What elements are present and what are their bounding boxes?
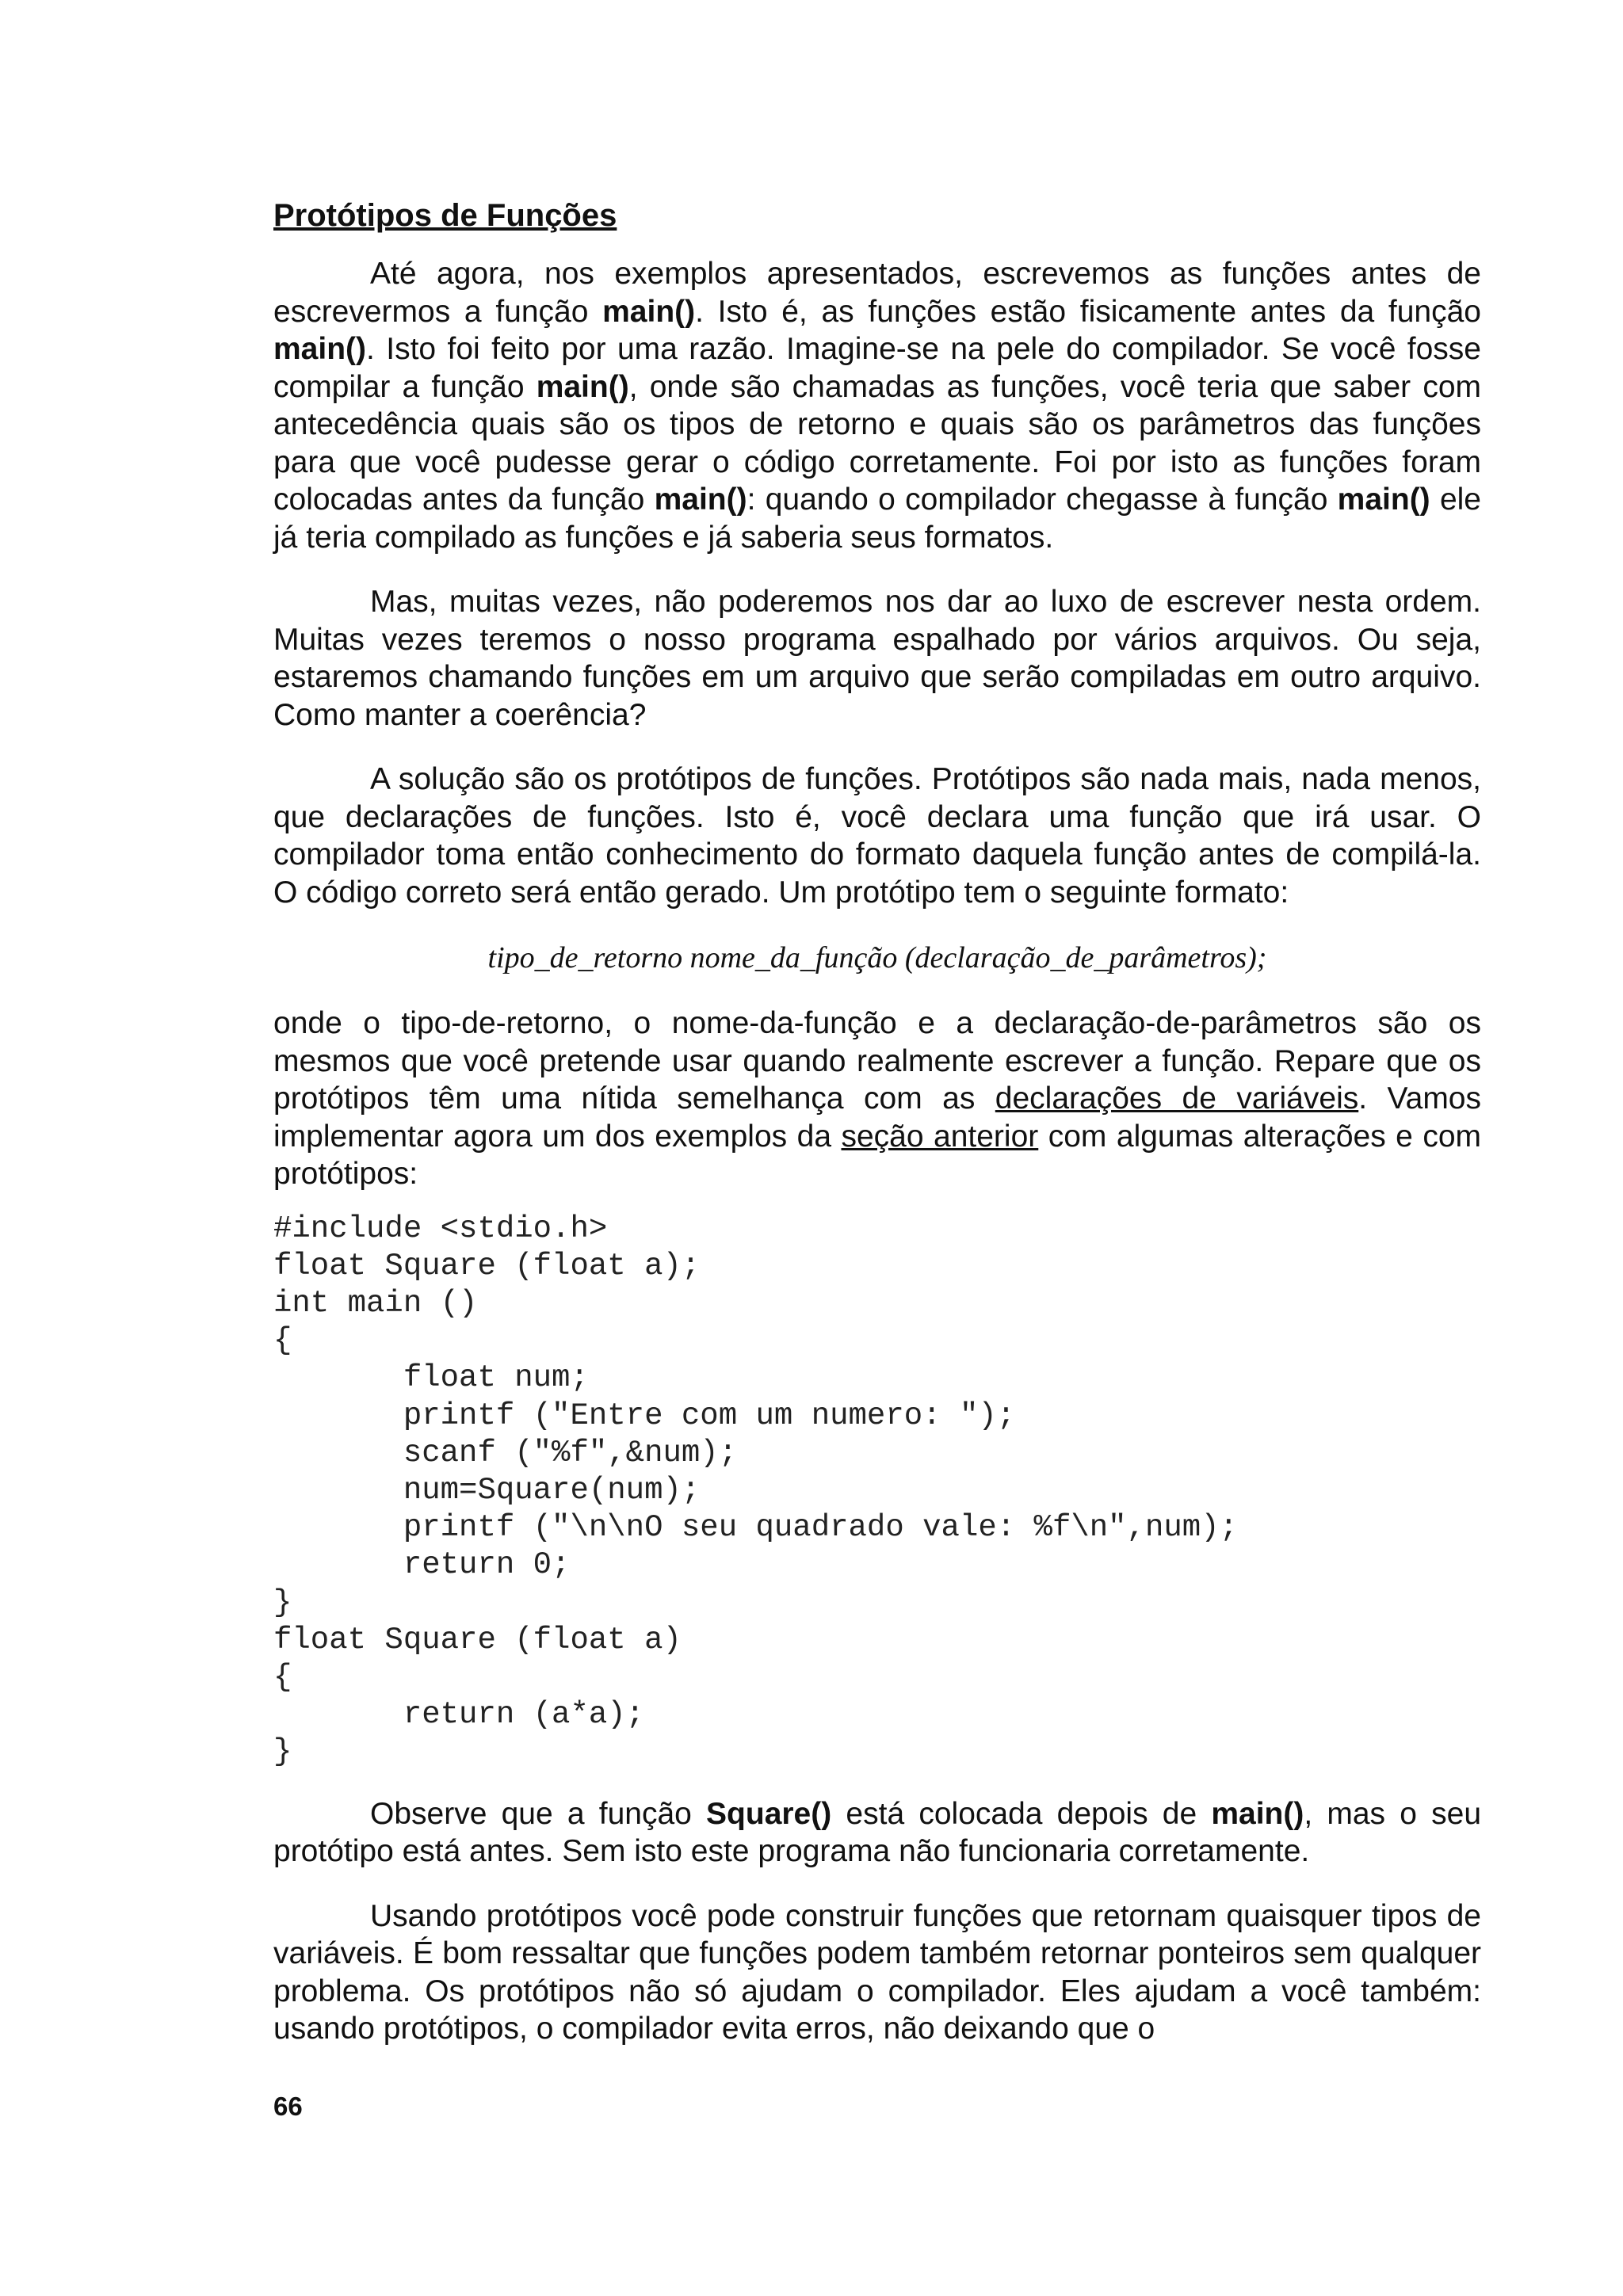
code-line: float Square (float a); [273, 1248, 701, 1283]
code-line: } [273, 1585, 292, 1620]
code-line: scanf ("%f",&num); [273, 1435, 738, 1470]
text-run: A solução são os protótipos de funções. Protótipos são nada mais, nada menos, que declarações de funções. Isto é, você declara uma função que irá usar. O compilador toma então conhecimento do formato daquela função antes de compilá-la. O código correto será então gerado. Um protótipo tem o seguinte formato: [273, 762, 1481, 910]
cross-reference-link[interactable]: declarações de variáveis [995, 1081, 1359, 1116]
text-run: ele já teria compilado as funções e já saberia seus formatos. [273, 482, 1481, 555]
bold-term: main() [1337, 482, 1430, 517]
paragraph-intro [273, 255, 1481, 556]
page-content [273, 193, 1481, 2048]
code-line: printf ("\n\nO seu quadrado vale: %f\n",num); [273, 1510, 1238, 1546]
code-line: { [273, 1323, 292, 1359]
text-run: . Isto foi feito por uma razão. Imagine-se na pele do compilador. Se você fosse compilar a função [273, 332, 1481, 404]
paragraph-explanation [273, 1005, 1481, 1193]
code-line: int main () [273, 1285, 478, 1321]
page-number: 66 [273, 2092, 303, 2121]
code-line: num=Square(num); [273, 1472, 701, 1508]
code-line: float num; [273, 1360, 589, 1396]
text-run: onde o tipo-de-retorno, o nome-da-função e a declaração-de-parâmetros são os mesmos que você pretende usar quando realmente escrever a função. Repare que os protótipos têm uma nítida semelhança com as [273, 1006, 1481, 1116]
text-run: Mas, muitas vezes, não poderemos nos dar ao luxo de escrever nesta ordem. Muitas vezes teremos o nosso programa espalhado por vários arquivos. Ou seja, estaremos chamando funções em um arquivo que serão compiladas em outro arquivo. Como manter a coerência? [273, 585, 1481, 732]
paragraph-order [273, 583, 1481, 734]
bold-term: main() [1211, 1796, 1304, 1831]
code-line: float Square (float a) [273, 1622, 682, 1657]
code-line: #include <stdio.h> [273, 1211, 608, 1246]
text-run: Observe que a função [370, 1796, 707, 1831]
bold-term: main() [536, 369, 629, 404]
text-run: Até agora, nos exemplos apresentados, escrevemos as funções antes de escrevermos a função [273, 257, 1481, 329]
code-line: printf ("Entre com um numero: "); [273, 1398, 1016, 1433]
code-line: return (a*a); [273, 1697, 645, 1733]
paragraph-solution [273, 761, 1481, 911]
paragraph-observe [273, 1795, 1481, 1871]
text-run: está colocada depois de [831, 1796, 1212, 1831]
text-run: , onde são chamadas as funções, você teria que saber com antecedência quais são os tipos de retorno e quais são os parâmetros das funções para que você pudesse gerar o código corretamente. Foi por isto as funções foram colocadas antes da função [273, 369, 1481, 517]
bold-term: main() [273, 332, 366, 366]
text-run: Usando protótipos você pode construir funções que retornam quaisquer tipos de variáveis. É bom ressaltar que funções podem também retornar ponteiros sem qualquer problema. Os protótipos não só ajudam o compilador. Eles ajudam a você também: usando protótipos, o compilador evita erros, não deixando que o [273, 1898, 1481, 2046]
text-run: . Isto é, as funções estão fisicamente antes da função [695, 294, 1481, 329]
bold-term: main() [602, 294, 696, 329]
text-run: : quando o compilador chegasse à função [747, 482, 1338, 517]
cross-reference-link[interactable]: seção anterior [841, 1119, 1039, 1154]
bold-term: main() [654, 482, 747, 517]
text-run: , mas o seu protótipo está antes. Sem isto este programa não funcionaria corretamente. [273, 1796, 1482, 1869]
code-listing [273, 1211, 1481, 1772]
code-line: } [273, 1734, 292, 1770]
code-line: { [273, 1659, 292, 1695]
prototype-format: tipo_de_retorno nome_da_função (declaração_de_parâmetros); [487, 941, 1267, 974]
paragraph-usage [273, 1897, 1481, 2048]
text-run: com algumas alterações e com protótipos: [273, 1119, 1481, 1191]
section-title: Protótipos de Funções [273, 198, 617, 233]
bold-term: Square() [706, 1796, 832, 1831]
code-line: return 0; [273, 1547, 571, 1583]
text-run: . Vamos implementar agora um dos exemplos da [273, 1081, 1481, 1154]
